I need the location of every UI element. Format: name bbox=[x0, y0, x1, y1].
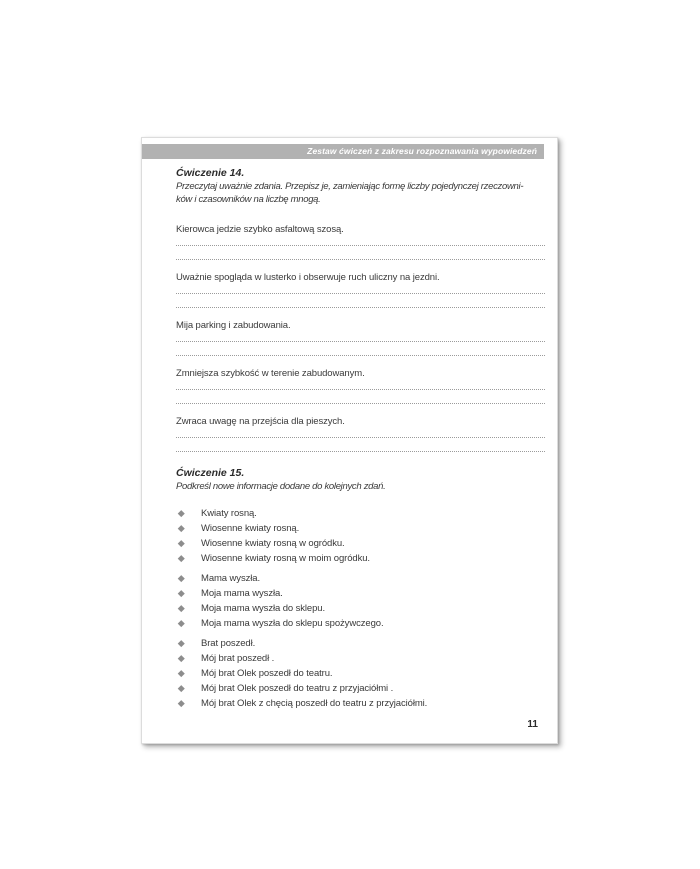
answer-dotted-line bbox=[176, 390, 545, 404]
list-item bbox=[176, 681, 545, 696]
sentence-block bbox=[176, 415, 545, 452]
sentence-block bbox=[176, 367, 545, 404]
running-header-title: Zestaw ćwiczeń z zakresu rozpoznawania wypowiedzeń bbox=[307, 146, 537, 156]
answer-dotted-line bbox=[176, 332, 545, 342]
sentence-text: Zwraca uwagę na przejścia dla pieszych. bbox=[176, 416, 345, 427]
exercise15-title: Ćwiczenie 15. bbox=[176, 467, 245, 479]
list-item bbox=[176, 586, 545, 601]
diamond-bullet-icon bbox=[178, 655, 184, 661]
sentence-group bbox=[176, 636, 545, 711]
page-content bbox=[142, 159, 557, 711]
list-item bbox=[176, 696, 545, 711]
sentence-group bbox=[176, 506, 545, 566]
list-item bbox=[176, 536, 545, 551]
list-item-text: Mój brat Olek z chęcią poszedł do teatru z przyjaciółmi. bbox=[201, 698, 428, 709]
diamond-bullet-icon bbox=[178, 605, 184, 611]
list-item-text: Moja mama wyszła do sklepu spożywczego. bbox=[201, 618, 384, 629]
list-item bbox=[176, 551, 545, 566]
running-header-bar bbox=[142, 144, 544, 159]
list-item bbox=[176, 601, 545, 616]
sentence-block bbox=[176, 223, 545, 260]
diamond-bullet-icon bbox=[178, 670, 184, 676]
exercise15-section bbox=[176, 467, 545, 711]
exercise14-instructions-line1: Przeczytaj uważnie zdania. Przepisz je, zamieniając formę liczby pojedynczej rzeczowni- bbox=[176, 181, 524, 192]
answer-dotted-line bbox=[176, 342, 545, 356]
diamond-bullet-icon bbox=[178, 620, 184, 626]
exercise15-instructions: Podkreśl nowe informacje dodane do kolejnych zdań. bbox=[176, 481, 386, 492]
diamond-bullet-icon bbox=[178, 685, 184, 691]
list-item bbox=[176, 651, 545, 666]
sentence-block bbox=[176, 319, 545, 356]
answer-dotted-line bbox=[176, 284, 545, 294]
list-item-text: Mój brat poszedł . bbox=[201, 653, 275, 664]
list-item-text: Moja mama wyszła. bbox=[201, 588, 283, 599]
list-item-text: Wiosenne kwiaty rosną w ogródku. bbox=[201, 538, 345, 549]
diamond-bullet-icon bbox=[178, 540, 184, 546]
diamond-bullet-icon bbox=[178, 555, 184, 561]
list-item bbox=[176, 571, 545, 586]
exercise14-title: Ćwiczenie 14. bbox=[176, 167, 245, 179]
exercise14-instructions-line2: ków i czasowników na liczbę mnogą. bbox=[176, 194, 321, 205]
diamond-bullet-icon bbox=[178, 510, 184, 516]
exercise15-groups bbox=[176, 506, 545, 711]
exercise14-sentences bbox=[176, 223, 545, 452]
sentence-text: Uważnie spogląda w lusterko i obserwuje ruch uliczny na jezdni. bbox=[176, 272, 440, 283]
list-item-text: Brat poszedł. bbox=[201, 638, 256, 649]
list-item-text: Wiosenne kwiaty rosną w moim ogródku. bbox=[201, 553, 370, 564]
answer-dotted-line bbox=[176, 380, 545, 390]
answer-dotted-line bbox=[176, 246, 545, 260]
document-page bbox=[141, 137, 558, 744]
diamond-bullet-icon bbox=[178, 640, 184, 646]
list-item-text: Mama wyszła. bbox=[201, 573, 260, 584]
diamond-bullet-icon bbox=[178, 590, 184, 596]
sentence-block bbox=[176, 271, 545, 308]
list-item-text: Wiosenne kwiaty rosną. bbox=[201, 523, 300, 534]
list-item-text: Mój brat Olek poszedł do teatru z przyjaciółmi . bbox=[201, 683, 394, 694]
list-item bbox=[176, 616, 545, 631]
answer-dotted-line bbox=[176, 438, 545, 452]
list-item bbox=[176, 521, 545, 536]
sentence-text: Mija parking i zabudowania. bbox=[176, 320, 291, 331]
page-number: 11 bbox=[527, 719, 538, 730]
answer-dotted-line bbox=[176, 236, 545, 246]
answer-dotted-line bbox=[176, 428, 545, 438]
diamond-bullet-icon bbox=[178, 525, 184, 531]
answer-dotted-line bbox=[176, 294, 545, 308]
diamond-bullet-icon bbox=[178, 575, 184, 581]
sentence-text: Kierowca jedzie szybko asfaltową szosą. bbox=[176, 224, 344, 235]
sentence-text: Zmniejsza szybkość w terenie zabudowanym. bbox=[176, 368, 365, 379]
list-item bbox=[176, 506, 545, 521]
list-item bbox=[176, 636, 545, 651]
list-item-text: Mój brat Olek poszedł do teatru. bbox=[201, 668, 333, 679]
list-item-text: Kwiaty rosną. bbox=[201, 508, 257, 519]
diamond-bullet-icon bbox=[178, 700, 184, 706]
list-item bbox=[176, 666, 545, 681]
sentence-group bbox=[176, 571, 545, 631]
list-item-text: Moja mama wyszła do sklepu. bbox=[201, 603, 326, 614]
